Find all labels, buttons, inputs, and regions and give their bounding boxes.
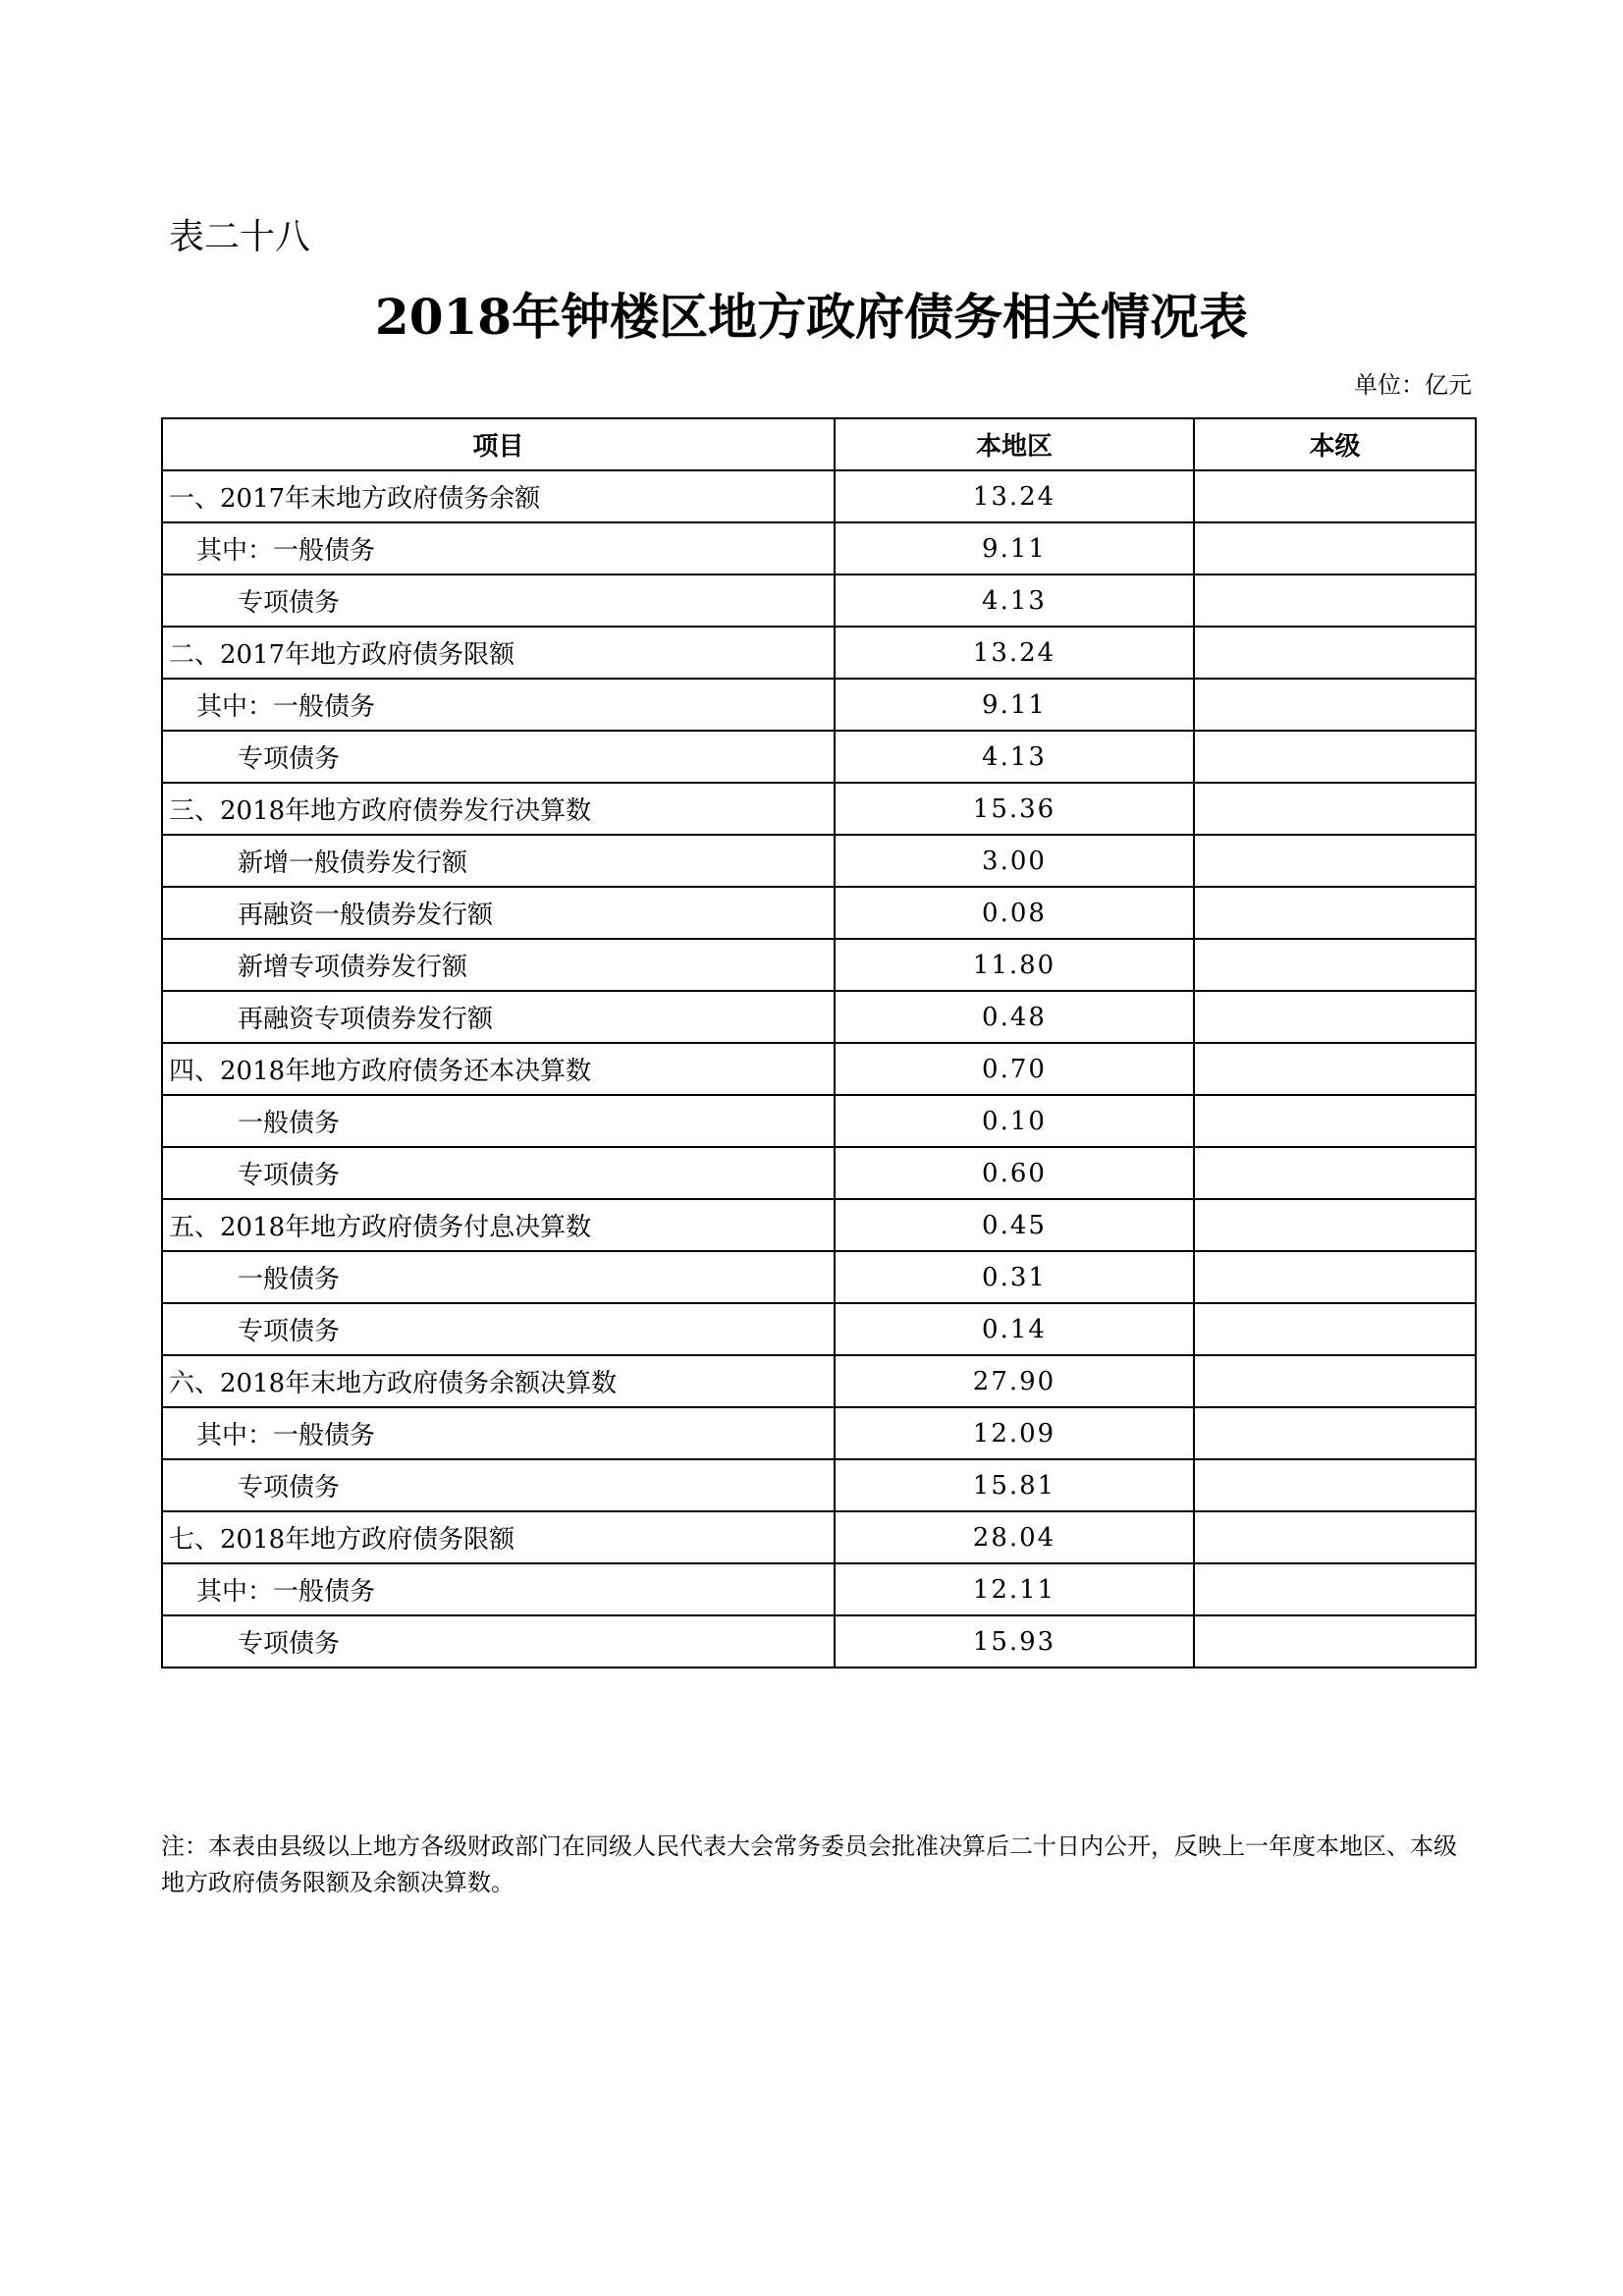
- row-local-value: 13.24: [835, 470, 1194, 522]
- row-own-level-value: [1194, 991, 1476, 1043]
- table-row: [162, 887, 1476, 939]
- row-local-value: 0.45: [835, 1199, 1194, 1251]
- row-item-label: 三、2018年地方政府债券发行决算数: [162, 783, 835, 835]
- row-local-value: 0.10: [835, 1095, 1194, 1147]
- row-local-value: 13.24: [835, 627, 1194, 679]
- table-row: [162, 470, 1476, 522]
- row-local-value: 0.08: [835, 887, 1194, 939]
- table-row: [162, 1303, 1476, 1355]
- row-item-label: 再融资专项债券发行额: [162, 991, 835, 1043]
- row-local-value: 4.13: [835, 731, 1194, 783]
- row-own-level-value: [1194, 522, 1476, 574]
- table-row: [162, 835, 1476, 887]
- row-local-value: 12.11: [835, 1563, 1194, 1615]
- row-own-level-value: [1194, 574, 1476, 627]
- row-local-value: 15.36: [835, 783, 1194, 835]
- table-row: [162, 731, 1476, 783]
- row-own-level-value: [1194, 470, 1476, 522]
- row-item-label: 专项债务: [162, 1303, 835, 1355]
- row-item-label: 专项债务: [162, 1147, 835, 1199]
- row-local-value: 0.60: [835, 1147, 1194, 1199]
- unit-label: 单位：亿元: [1354, 371, 1472, 399]
- column-header-own-level: 本级: [1194, 418, 1476, 470]
- table-row: [162, 1615, 1476, 1667]
- row-item-label: 五、2018年地方政府债务付息决算数: [162, 1199, 835, 1251]
- row-own-level-value: [1194, 679, 1476, 731]
- row-item-label: 六、2018年末地方政府债务余额决算数: [162, 1355, 835, 1407]
- row-item-label: 其中：一般债务: [162, 522, 835, 574]
- table-row: [162, 574, 1476, 627]
- row-local-value: 3.00: [835, 835, 1194, 887]
- row-item-label: 专项债务: [162, 1459, 835, 1511]
- row-item-label: 一般债务: [162, 1251, 835, 1303]
- table-row: [162, 627, 1476, 679]
- row-item-label: 其中：一般债务: [162, 1563, 835, 1615]
- row-own-level-value: [1194, 627, 1476, 679]
- table-row: [162, 783, 1476, 835]
- table-row: [162, 1147, 1476, 1199]
- row-local-value: 15.81: [835, 1459, 1194, 1511]
- table-row: [162, 1043, 1476, 1095]
- row-own-level-value: [1194, 1199, 1476, 1251]
- row-local-value: 9.11: [835, 679, 1194, 731]
- row-own-level-value: [1194, 1043, 1476, 1095]
- row-local-value: 15.93: [835, 1615, 1194, 1667]
- row-item-label: 七、2018年地方政府债务限额: [162, 1511, 835, 1563]
- table-row: [162, 1511, 1476, 1563]
- column-header-local: 本地区: [835, 418, 1194, 470]
- table-row: [162, 991, 1476, 1043]
- row-local-value: 0.14: [835, 1303, 1194, 1355]
- row-own-level-value: [1194, 1251, 1476, 1303]
- footnote: 注：本表由县级以上地方各级财政部门在同级人民代表大会常务委员会批准决算后二十日内公开，反映上一年度本地区、本级地方政府债务限额及余额决算数。: [161, 1832, 1457, 1896]
- row-own-level-value: [1194, 1303, 1476, 1355]
- row-local-value: 0.31: [835, 1251, 1194, 1303]
- row-local-value: 4.13: [835, 574, 1194, 627]
- row-item-label: 其中：一般债务: [162, 679, 835, 731]
- table-body: [162, 470, 1476, 1667]
- table-row: [162, 1407, 1476, 1459]
- row-item-label: 专项债务: [162, 574, 835, 627]
- row-own-level-value: [1194, 939, 1476, 991]
- document-title: 2018年钟楼区地方政府债务相关情况表: [374, 288, 1249, 346]
- row-own-level-value: [1194, 1615, 1476, 1667]
- table-row: [162, 1459, 1476, 1511]
- table-row: [162, 1355, 1476, 1407]
- row-item-label: 一、2017年末地方政府债务余额: [162, 470, 835, 522]
- table-row: [162, 1199, 1476, 1251]
- row-own-level-value: [1194, 1407, 1476, 1459]
- debt-table: [161, 417, 1477, 1668]
- row-own-level-value: [1194, 1095, 1476, 1147]
- row-local-value: 9.11: [835, 522, 1194, 574]
- row-item-label: 再融资一般债券发行额: [162, 887, 835, 939]
- row-local-value: 11.80: [835, 939, 1194, 991]
- row-own-level-value: [1194, 1147, 1476, 1199]
- table-row: [162, 1563, 1476, 1615]
- row-local-value: 0.48: [835, 991, 1194, 1043]
- table-row: [162, 522, 1476, 574]
- row-local-value: 0.70: [835, 1043, 1194, 1095]
- row-own-level-value: [1194, 887, 1476, 939]
- row-own-level-value: [1194, 1563, 1476, 1615]
- row-item-label: 其中：一般债务: [162, 1407, 835, 1459]
- row-item-label: 专项债务: [162, 1615, 835, 1667]
- row-own-level-value: [1194, 1355, 1476, 1407]
- row-own-level-value: [1194, 1511, 1476, 1563]
- row-item-label: 四、2018年地方政府债务还本决算数: [162, 1043, 835, 1095]
- row-item-label: 二、2017年地方政府债务限额: [162, 627, 835, 679]
- table-row: [162, 1095, 1476, 1147]
- row-item-label: 一般债务: [162, 1095, 835, 1147]
- row-item-label: 新增一般债券发行额: [162, 835, 835, 887]
- row-item-label: 专项债务: [162, 731, 835, 783]
- table-number: 表二十八: [169, 217, 311, 257]
- row-own-level-value: [1194, 835, 1476, 887]
- row-local-value: 28.04: [835, 1511, 1194, 1563]
- row-item-label: 新增专项债券发行额: [162, 939, 835, 991]
- row-local-value: 12.09: [835, 1407, 1194, 1459]
- row-own-level-value: [1194, 783, 1476, 835]
- table-row: [162, 679, 1476, 731]
- row-local-value: 27.90: [835, 1355, 1194, 1407]
- row-own-level-value: [1194, 1459, 1476, 1511]
- table-row: [162, 939, 1476, 991]
- column-header-item: 项目: [162, 418, 835, 470]
- table-header-row: [162, 418, 1476, 470]
- row-own-level-value: [1194, 731, 1476, 783]
- table-row: [162, 1251, 1476, 1303]
